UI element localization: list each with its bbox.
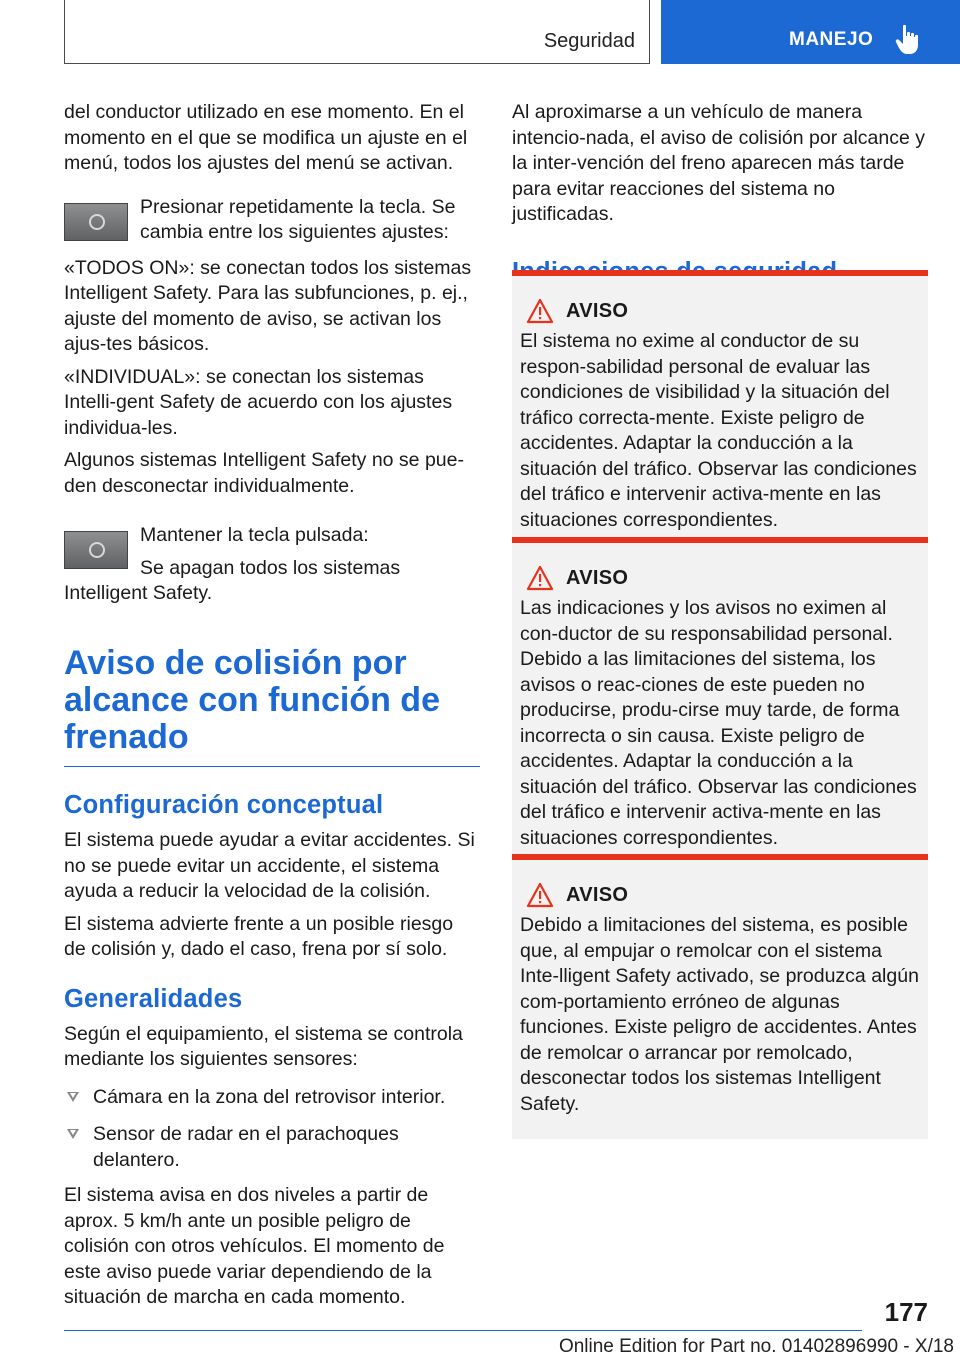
section1-paragraph-2: El sistema advierte frente a un posible riesgo de colisión y, dado el caso, frena por sí solo. — [64, 912, 454, 960]
safety-button-icon — [64, 203, 128, 241]
key-instruction-2 — [64, 523, 480, 607]
header-section-title: Seguridad — [543, 30, 635, 52]
section2-paragraph-2: El sistema avisa en dos niveles a partir de aprox. 5 km/h ante un posible peligro de colisión con otros vehículos. El momento de este aviso puede variar dependiendo de la situación de marcha en cada momento. — [64, 1184, 445, 1308]
left-column — [64, 100, 480, 1318]
list-item-text: Sensor de radar en el parachoques delantero. — [93, 1123, 399, 1171]
chapter-title: Aviso de colisión por alcance con función de frenado — [64, 643, 440, 756]
section-title-configuracion: Configuración conceptual — [64, 791, 384, 819]
safety-button-icon — [64, 531, 128, 569]
section1-paragraph-1: El sistema puede ayudar a evitar accidentes. Si no se puede evitar un accidente, el sistema ayuda a reducir la velocidad de la colisión. — [64, 829, 475, 902]
warning-text: Las indicaciones y los avisos no eximen al con-ductor de su responsabilidad personal. Debido a las limitaciones del sistema, los avisos o reac-ciones de este pueden no producirse, produ-cirse muy tarde, de forma incorrecta o sin causa. Existe peligro de accidentes. Adaptar la conducción a la situación del tráfico. Observar las condiciones del tráfico e intervenir activa-mente en las situaciones correspondientes. — [520, 597, 917, 849]
warning-box-3 — [512, 854, 928, 1139]
chapter-tab-manejo[interactable] — [661, 0, 960, 64]
key2-text-1: Mantener la tecla pulsada: — [140, 524, 369, 546]
warning-text: El sistema no exime al conductor de su respon-sabilidad personal de evaluar las condiciones de visibilidad y la situación del tráfico correcta-mente. Existe peligro de accidentes. Adaptar la conducción a la situación del tráfico. Observar las condiciones del tráfico e intervenir activa-mente en las situaciones correspondientes. — [520, 330, 917, 531]
right-column — [512, 100, 928, 287]
list-item — [64, 1122, 480, 1173]
list-item-text: Cámara en la zona del retrovisor interior. — [93, 1085, 446, 1108]
key1-text: Presionar repetidamente la tecla. Se cambia entre los siguientes ajustes: — [140, 195, 456, 243]
chapter-divider — [64, 766, 480, 768]
warning-title: AVISO — [566, 299, 629, 322]
right-intro-paragraph: Al aproximarse a un vehículo de manera intencio-nada, el aviso de colisión por alcance y la inter-vención del freno aparecen más tarde para evitar reacciones del sistema no justificadas. — [512, 101, 925, 225]
chapter-tab-label: MANEJO — [789, 29, 874, 50]
section2-paragraph-1: Según el equipamiento, el sistema se controla mediante los siguientes sensores: — [64, 1022, 463, 1070]
warning-triangle-icon — [526, 565, 554, 591]
algunos-paragraph: Algunos sistemas Intelligent Safety no se pue-den desconectar individualmente. — [64, 449, 464, 497]
individual-paragraph: «INDIVIDUAL»: se conectan los sistemas Intelli-gent Safety de acuerdo con los ajustes individua-les. — [64, 365, 453, 439]
warning-box-2 — [512, 537, 928, 873]
footer-edition-text: Online Edition for Part no. 01402896990 - X/18 — [558, 1336, 954, 1357]
warning-triangle-icon — [526, 882, 554, 908]
key2-text-2: Se apagan todos los sistemas Intelligent Safety. — [64, 556, 401, 604]
todos-on-paragraph: «TODOS ON»: se conectan todos los sistemas Intelligent Safety. Para las subfunciones, p. ej., ajuste del momento de aviso, se activan los ajus-tes básicos. — [64, 256, 472, 355]
warning-triangle-icon — [526, 298, 554, 324]
header-box — [64, 0, 650, 64]
warning-box-1 — [512, 270, 928, 555]
list-item — [64, 1085, 480, 1111]
bullet-triangle-icon — [67, 1129, 79, 1139]
warning-text: Debido a limitaciones del sistema, es posible que, al empujar o remolcar con el sistema Inte-lligent Safety activado, se produzca algún com-portamiento erróneo de algunas funciones. Existe peligro de accidentes. Antes de remolcar o arrancar por remolcado, desconectar todos los sistemas Intelligent Safety. — [520, 914, 919, 1115]
key-instruction-1 — [64, 195, 480, 246]
warning-title: AVISO — [566, 566, 629, 589]
hand-pointer-icon — [895, 24, 921, 56]
footer-divider — [64, 1330, 862, 1331]
warning-title: AVISO — [566, 883, 629, 906]
bullet-triangle-icon — [67, 1092, 79, 1102]
intro-paragraph: del conductor utilizado en ese momento. En el momento en el que se modifica un ajuste en el menú, todos los ajustes del menú se activan. — [64, 101, 468, 174]
page-number: 177 — [884, 1297, 928, 1327]
section-title-generalidades: Generalidades — [64, 984, 243, 1013]
